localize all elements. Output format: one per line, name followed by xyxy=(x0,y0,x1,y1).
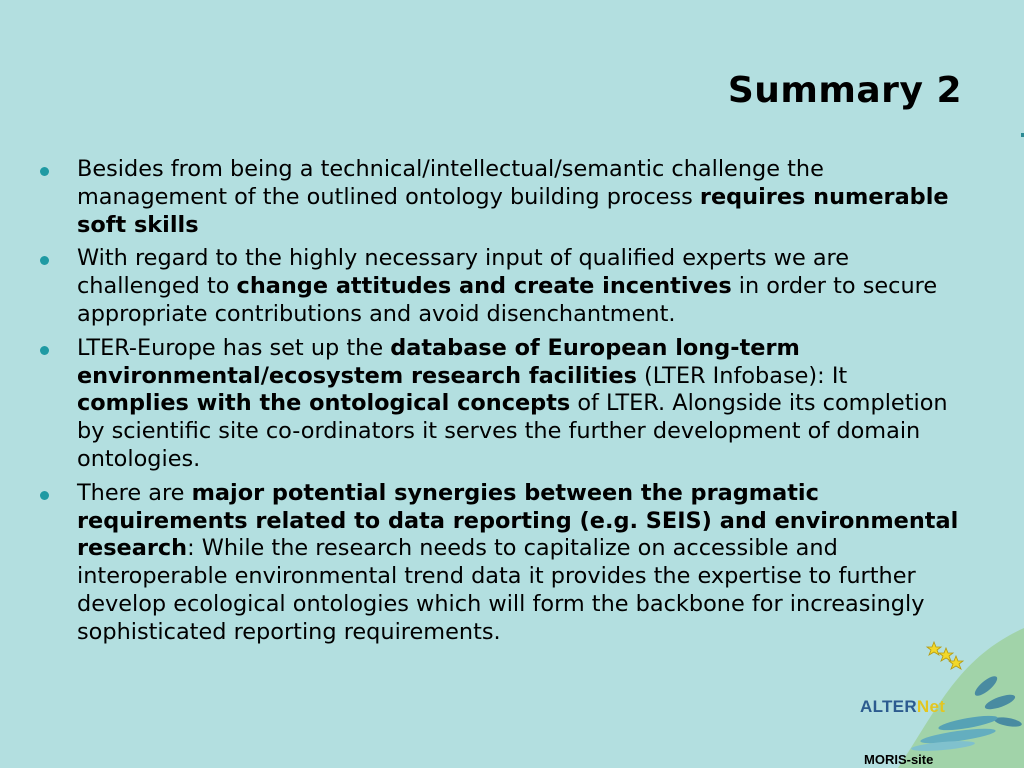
bullet-text: LTER-Europe has set up the xyxy=(77,334,391,361)
bullet-bold-text: major potential synergies between the pragmatic requirements related to data reporting (e.g. SEIS) and environmental research xyxy=(77,479,959,562)
bullet-bold-text: change attitudes and create incentives xyxy=(236,273,732,300)
bullet-item xyxy=(40,245,960,328)
bullet-dot-icon xyxy=(40,491,49,500)
bullet-text: in order to secure appropriate contributions and avoid disenchantment. xyxy=(77,273,938,327)
bullet-bold-text: database of European long-term environmental/ecosystem research facilities xyxy=(77,334,800,389)
bullet-text: : While the research needs to capitalize on accessible and interoperable environmental trend data it provides the expertise to further develop ecological ontologies which will form the backbone for increasingly sophisticated reporting requirements. xyxy=(77,535,925,645)
bullet-list xyxy=(40,156,960,653)
bullet-text: With regard to the highly necessary input of qualified experts we are challenged to xyxy=(77,245,850,300)
bullet-bold-text: complies with the ontological concepts xyxy=(77,390,571,417)
bullet-bold-text: requires numerable soft skills xyxy=(77,183,949,238)
alternet-wordmark xyxy=(860,697,945,717)
wordmark-net: Net xyxy=(916,697,946,716)
bullet-item xyxy=(40,335,960,474)
logo-stars xyxy=(927,642,963,669)
bullet-dot-icon xyxy=(40,167,49,176)
wordmark-alter: ALTER xyxy=(860,697,917,716)
bullet-text: of LTER. Alongside its completion by scientific site co-ordinators it serves the further development of domain ontologies. xyxy=(77,390,948,472)
bullet-dot-icon xyxy=(40,256,49,265)
bullet-dot-icon xyxy=(40,346,49,355)
bullet-text: Besides from being a technical/intellectual/semantic challenge the management of the outlined ontology building process xyxy=(77,156,824,210)
bullet-item xyxy=(40,480,960,647)
slide-title: Summary 2 xyxy=(727,70,962,111)
bullet-item xyxy=(40,156,960,239)
site-label: MORIS-site xyxy=(864,752,934,767)
bullet-text: There are xyxy=(77,479,192,506)
bullet-text: (LTER Infobase): It xyxy=(636,362,848,389)
